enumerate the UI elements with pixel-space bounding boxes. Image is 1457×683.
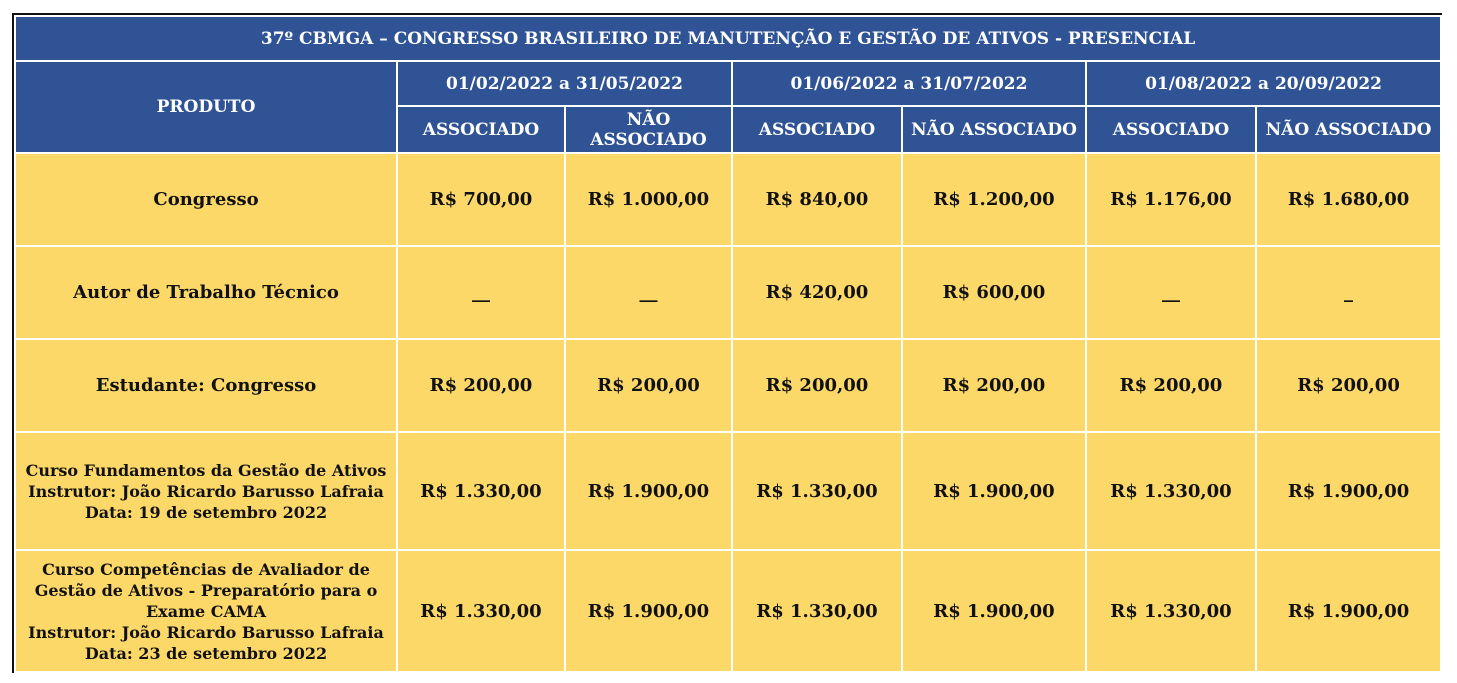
period-header: 01/08/2022 a 20/09/2022 <box>1086 61 1441 106</box>
price-cell: R$ 1.330,00 <box>1086 432 1256 550</box>
table-row <box>15 246 1441 339</box>
price-cell: R$ 200,00 <box>565 339 732 432</box>
price-cell: R$ 420,00 <box>732 246 902 339</box>
price-cell: R$ 1.900,00 <box>1256 432 1441 550</box>
price-cell: R$ 1.330,00 <box>1086 550 1256 672</box>
price-cell: R$ 200,00 <box>1256 339 1441 432</box>
price-cell: R$ 200,00 <box>397 339 565 432</box>
price-cell: R$ 200,00 <box>902 339 1086 432</box>
price-cell: __ <box>397 246 565 339</box>
product-name: Exame CAMA <box>145 601 267 621</box>
product-cell <box>15 550 397 672</box>
period-header: 01/02/2022 a 31/05/2022 <box>397 61 732 106</box>
product-date: Data: 23 de setembro 2022 <box>84 643 328 663</box>
price-table-frame <box>12 13 1442 673</box>
product-cell <box>15 153 397 246</box>
member-type-header: NÃO ASSOCIADO <box>1256 106 1441 153</box>
product-name: Gestão de Ativos - Preparatório para o <box>34 580 378 600</box>
product-name: Curso Competências de Avaliador de <box>42 559 370 579</box>
table-title: 37º CBMGA – CONGRESSO BRASILEIRO DE MANUTENÇÃO E GESTÃO DE ATIVOS - PRESENCIAL <box>15 16 1441 61</box>
price-cell: R$ 1.330,00 <box>732 550 902 672</box>
price-cell: R$ 1.900,00 <box>1256 550 1441 672</box>
product-instructor: Instrutor: João Ricardo Barusso Lafraia <box>28 622 384 642</box>
table-row <box>15 153 1441 246</box>
product-cell <box>15 339 397 432</box>
member-type-header: ASSOCIADO <box>397 106 565 153</box>
price-cell: R$ 1.900,00 <box>565 432 732 550</box>
product-cell <box>15 432 397 550</box>
price-cell: R$ 1.000,00 <box>565 153 732 246</box>
price-cell: R$ 600,00 <box>902 246 1086 339</box>
member-type-header: NÃO ASSOCIADO <box>565 106 732 153</box>
product-cell <box>15 246 397 339</box>
table-row <box>15 339 1441 432</box>
member-type-header: ASSOCIADO <box>732 106 902 153</box>
product-name: Congresso <box>153 189 259 210</box>
product-name: Autor de Trabalho Técnico <box>73 282 339 303</box>
price-cell: R$ 1.680,00 <box>1256 153 1441 246</box>
price-cell: R$ 1.330,00 <box>732 432 902 550</box>
product-date: Data: 19 de setembro 2022 <box>84 502 328 522</box>
table-row <box>15 432 1441 550</box>
price-cell: R$ 1.176,00 <box>1086 153 1256 246</box>
price-cell: R$ 200,00 <box>732 339 902 432</box>
price-cell: __ <box>1086 246 1256 339</box>
member-type-header: ASSOCIADO <box>1086 106 1256 153</box>
price-cell: R$ 1.900,00 <box>902 550 1086 672</box>
price-cell: R$ 1.330,00 <box>397 550 565 672</box>
product-column-header: PRODUTO <box>15 61 397 153</box>
price-cell: R$ 1.200,00 <box>902 153 1086 246</box>
price-cell: _ <box>1256 246 1441 339</box>
member-type-header: NÃO ASSOCIADO <box>902 106 1086 153</box>
price-cell: R$ 1.330,00 <box>397 432 565 550</box>
price-cell: R$ 1.900,00 <box>902 432 1086 550</box>
period-header: 01/06/2022 a 31/07/2022 <box>732 61 1086 106</box>
price-cell: R$ 700,00 <box>397 153 565 246</box>
product-name: Estudante: Congresso <box>95 375 317 396</box>
product-name: Curso Fundamentos da Gestão de Ativos <box>25 460 387 480</box>
price-cell: __ <box>565 246 732 339</box>
product-instructor: Instrutor: João Ricardo Barusso Lafraia <box>28 481 384 501</box>
price-cell: R$ 840,00 <box>732 153 902 246</box>
price-cell: R$ 200,00 <box>1086 339 1256 432</box>
price-table <box>14 15 1442 673</box>
table-row <box>15 550 1441 672</box>
price-cell: R$ 1.900,00 <box>565 550 732 672</box>
